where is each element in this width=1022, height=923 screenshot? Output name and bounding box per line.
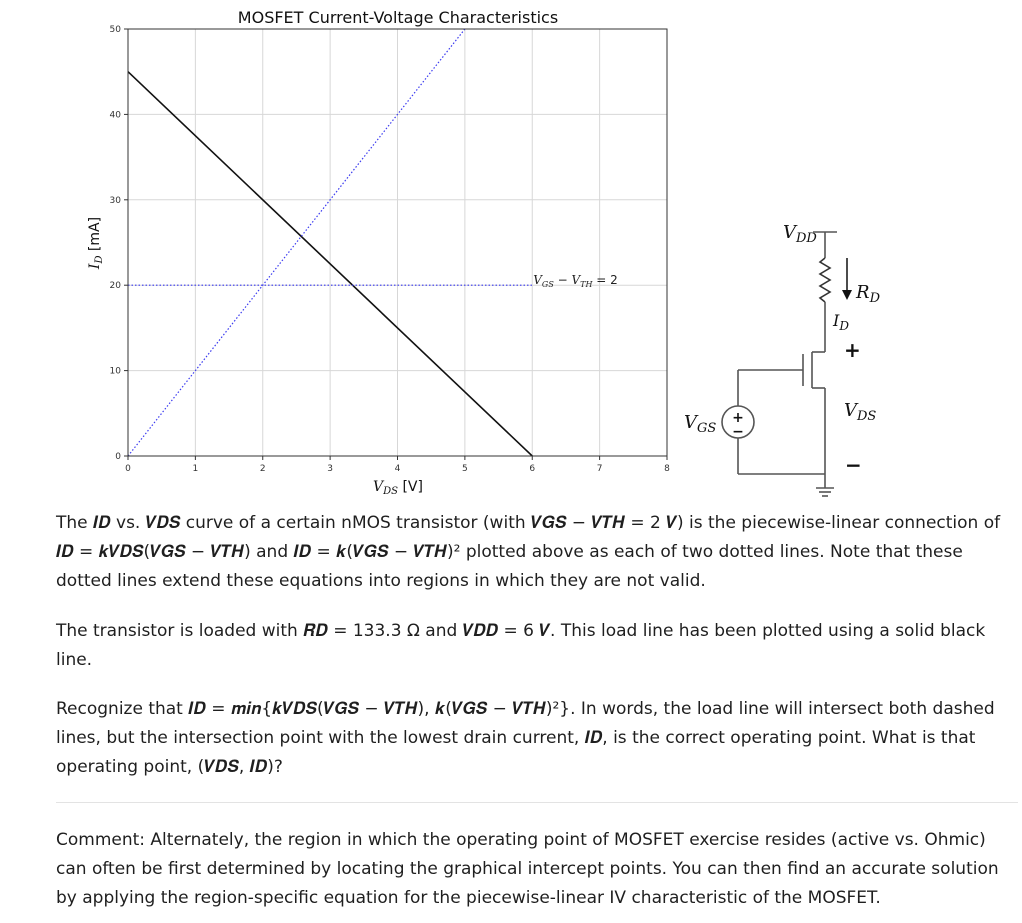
resistor-rd <box>820 258 830 302</box>
triode-line <box>128 29 465 456</box>
paragraph-load-line: The transistor is loaded with 𝑹𝑫 = 133.3 Ω and 𝑽𝑫𝑫 = 6 𝑽. This load line has been plotted using a solid black line. <box>56 621 986 670</box>
x-tick-label: 8 <box>664 464 670 474</box>
iv-chart <box>87 8 670 497</box>
x-tick-label: 6 <box>529 464 536 474</box>
vds-label: $V_{DS}$ <box>844 400 877 424</box>
y-tick-label: 0 <box>115 452 121 462</box>
chart-title: MOSFET Current-Voltage Characteristics <box>237 8 559 27</box>
vdd-label: $V_{DD}$ <box>783 222 817 246</box>
y-tick-label: 50 <box>109 25 121 35</box>
circuit-schematic <box>722 232 852 496</box>
x-tick-label: 5 <box>462 464 468 474</box>
vds-plus: + <box>844 338 861 362</box>
paragraph-curve-description: The 𝑰𝑫 vs. 𝑽𝑫𝑺 curve of a certain nMOS transistor (with 𝑽𝑮𝑺 − 𝑽𝑻𝑯 = 2 𝑽) is the piecewise-linear connection of 𝑰𝑫 = 𝒌𝑽𝑫𝑺(𝑽𝑮𝑺 − 𝑽𝑻𝑯) and 𝑰𝑫 = 𝒌(𝑽𝑮𝑺 − 𝑽𝑻𝑯)² plotted above as each of two dotted lines. Note that these dotted lines extend these equations into regions in which they are not valid. <box>56 513 1001 591</box>
current-arrow-head <box>842 290 852 300</box>
paragraph-question: Recognize that 𝑰𝑫 = 𝒎𝒊𝒏{𝒌𝑽𝑫𝑺(𝑽𝑮𝑺 − 𝑽𝑻𝑯), 𝒌(𝑽𝑮𝑺 − 𝑽𝑻𝑯)²}. In words, the load line will intersect both dashed lines, but the intersection point with the lowest drain current, 𝑰𝑫, is the correct operating point. What is that operating point, (𝑽𝑫𝑺, 𝑰𝑫)? <box>56 699 995 777</box>
y-axis-label: $I_D$ [mA] <box>87 216 105 270</box>
circuit-labels <box>684 222 881 477</box>
ticks <box>110 25 671 474</box>
rd-label: $R_D$ <box>856 282 880 306</box>
y-tick-label: 40 <box>109 110 121 121</box>
source-plus: + <box>732 410 744 426</box>
annotation: $V_{GS} - V_{TH} = 2$ <box>533 273 618 290</box>
grid <box>128 29 667 456</box>
y-tick-label: 10 <box>109 366 121 377</box>
x-tick-label: 0 <box>125 464 131 474</box>
x-tick-label: 2 <box>259 464 266 474</box>
id-label: $I_D$ <box>833 311 849 333</box>
divider <box>56 802 1018 803</box>
vgs-label: $V_{GS}$ <box>684 412 717 436</box>
x-axis-label: $V_{DS}$ [V] <box>373 479 423 497</box>
source-minus: − <box>732 424 744 440</box>
y-tick-label: 30 <box>109 195 121 206</box>
comment: Comment: Alternately, the region in which the operating point of MOSFET exercise resides (active vs. Ohmic) can often be first determined by locating the graphical intercept points. You can then find an accurate solution by applying the region-specific equation for the piecewise-linear IV characteristic of the MOSFET. <box>56 830 999 908</box>
x-tick-label: 1 <box>192 464 199 474</box>
y-tick-label: 20 <box>109 281 121 292</box>
x-tick-label: 7 <box>596 464 603 474</box>
x-tick-label: 4 <box>394 464 401 474</box>
x-tick-label: 3 <box>327 464 333 474</box>
vds-minus: − <box>845 453 862 477</box>
